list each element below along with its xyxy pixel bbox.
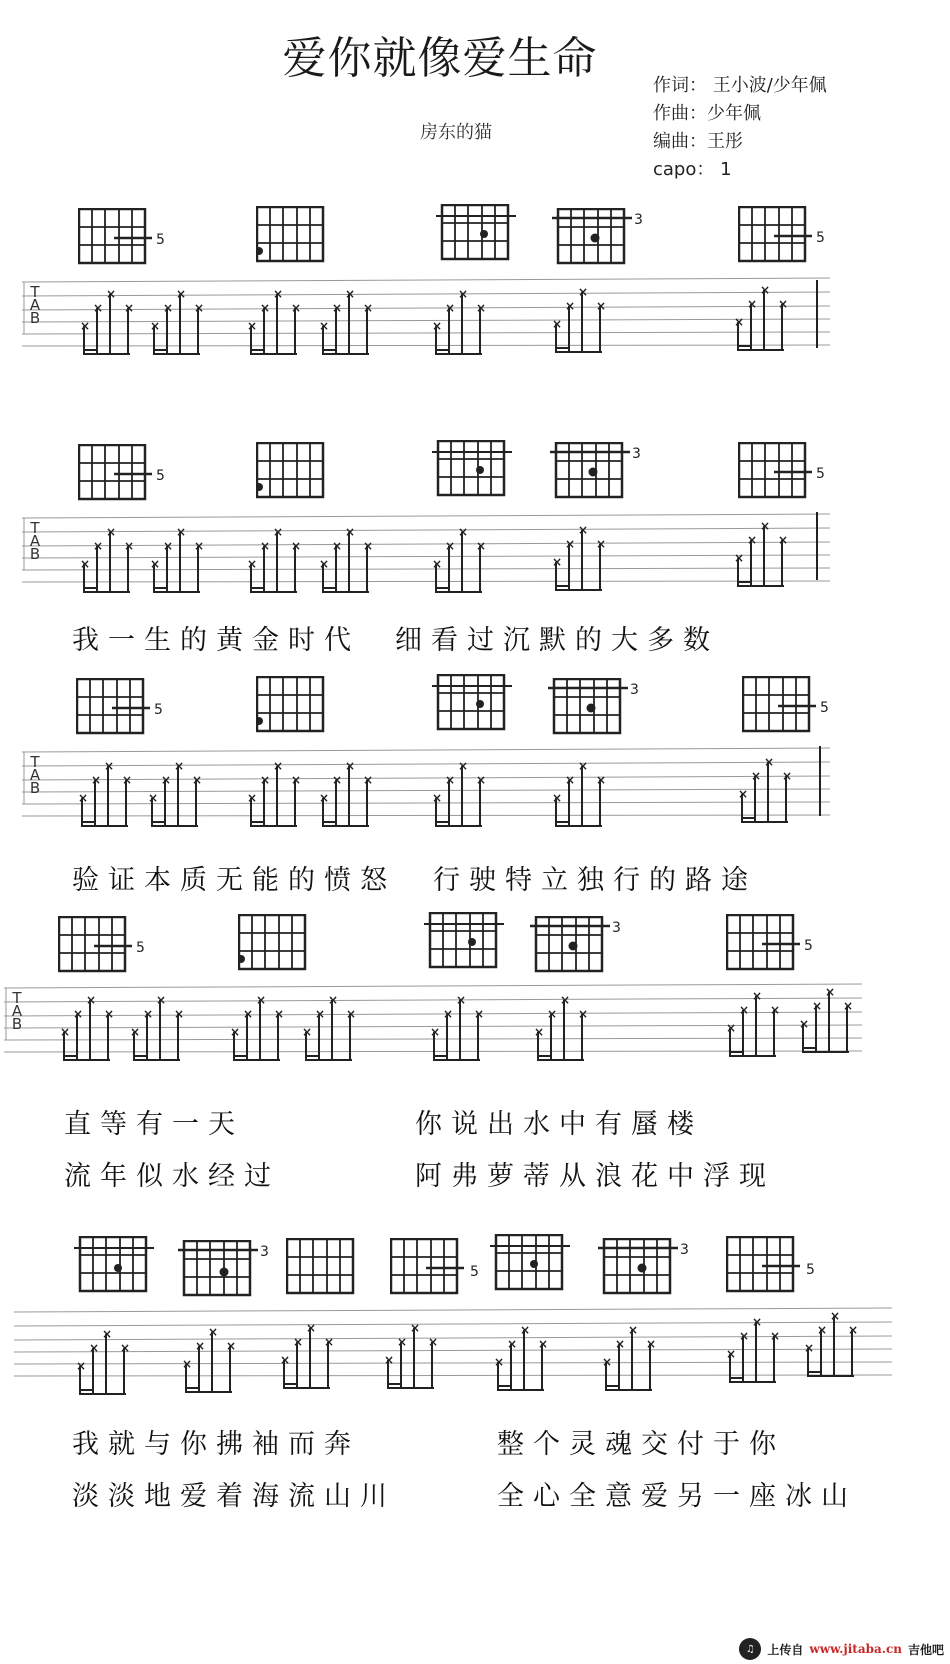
- chord-diagram: [598, 1238, 698, 1298]
- system-1: [0, 200, 950, 370]
- tab-staff: [22, 276, 832, 366]
- composer-credit: 作曲：少年佩: [653, 103, 761, 124]
- tab-clef: T A B: [29, 519, 41, 563]
- chord-diagram: [552, 208, 652, 268]
- svg-text:5: 5: [816, 230, 825, 246]
- tab-clef: T A B: [29, 753, 41, 797]
- lyric-line: 整个灵魂交付于你: [497, 1429, 785, 1460]
- svg-text:5: 5: [470, 1264, 479, 1280]
- site-url[interactable]: www.jitaba.cn: [809, 1642, 902, 1656]
- chord-diagram: [78, 444, 178, 504]
- chord-diagram: [76, 678, 176, 738]
- chord-diagram: [726, 1236, 826, 1296]
- lyric-line: 阿弗萝蒂从浪花中浮现: [415, 1161, 775, 1192]
- chord-diagram: [78, 208, 178, 268]
- chord-diagram: [74, 1236, 164, 1296]
- lyric-line: 验证本质无能的愤怒: [72, 865, 396, 896]
- lyricist-credit: 作词： 王小波/少年佩: [653, 75, 827, 96]
- chord-diagram: [390, 1238, 490, 1298]
- chord-diagram: [238, 914, 318, 974]
- lyric-line: 我一生的黄金时代: [72, 625, 360, 656]
- tab-clef: T A B: [11, 989, 23, 1033]
- chord-diagram: [256, 206, 336, 266]
- system-2: [0, 436, 950, 666]
- svg-text:3: 3: [680, 1242, 689, 1258]
- chord-diagram: [432, 674, 522, 734]
- artist-name: 房东的猫: [420, 122, 492, 143]
- fret-label: 5: [156, 232, 165, 248]
- svg-text:5: 5: [816, 466, 825, 482]
- svg-text:5: 5: [136, 940, 145, 956]
- chord-diagram: [58, 916, 158, 976]
- arranger-credit: 编曲：王彤: [653, 131, 743, 152]
- chord-diagram: [256, 442, 336, 502]
- svg-text:3: 3: [630, 682, 639, 698]
- tab-staff: [4, 982, 864, 1072]
- chord-diagram: [432, 440, 522, 500]
- lyric-line: 全心全意爱另一座冰山: [497, 1481, 857, 1512]
- chord-diagram: [742, 676, 842, 736]
- lyric-line: 我就与你拂袖而奔: [72, 1429, 360, 1460]
- chord-diagram: [738, 206, 838, 266]
- system-5: [0, 1232, 950, 1532]
- lyric-line: 细看过沉默的大多数: [395, 625, 719, 656]
- chord-diagram: [424, 912, 514, 972]
- chord-diagram: [490, 1234, 580, 1294]
- svg-text:3: 3: [634, 212, 643, 228]
- song-title: 爱你就像爱生命: [282, 33, 598, 84]
- lyric-line: 行驶特立独行的路途: [433, 865, 757, 896]
- svg-text:5: 5: [804, 938, 813, 954]
- capo-info: capo： 1: [653, 159, 732, 180]
- credits-block: [653, 72, 827, 184]
- chord-diagram: [286, 1238, 366, 1298]
- tab-staff: [22, 512, 832, 602]
- chord-diagram: [178, 1240, 278, 1300]
- tab-staff: [14, 1306, 894, 1406]
- svg-text:5: 5: [806, 1262, 815, 1278]
- system-3: [0, 672, 950, 902]
- svg-text:5: 5: [820, 700, 829, 716]
- site-name: 吉他吧: [907, 1642, 944, 1657]
- tab-staff: [22, 746, 832, 836]
- svg-text:3: 3: [612, 920, 621, 936]
- svg-text:5: 5: [156, 468, 165, 484]
- chord-diagram: [738, 442, 838, 502]
- svg-text:5: 5: [154, 702, 163, 718]
- svg-text:3: 3: [260, 1244, 269, 1260]
- lyric-line: 淡淡地爱着海流山川: [72, 1481, 396, 1512]
- chord-diagram: [548, 678, 648, 738]
- chord-diagram: [436, 204, 526, 264]
- uploaded-from-label: 上传自: [767, 1642, 804, 1657]
- chord-diagram: [726, 914, 826, 974]
- lyric-line: 你说出水中有蜃楼: [415, 1109, 703, 1140]
- tab-clef: T A B: [29, 283, 41, 327]
- guitar-headstock-icon: ♫: [739, 1638, 761, 1660]
- chord-diagram: [256, 676, 336, 736]
- chord-diagram: [550, 442, 650, 502]
- lyric-line: 直等有一天: [64, 1109, 244, 1140]
- watermark: [739, 1638, 944, 1660]
- lyric-line: 流年似水经过: [64, 1161, 280, 1192]
- chord-diagram: [530, 916, 630, 976]
- system-4: [0, 910, 950, 1200]
- svg-text:3: 3: [632, 446, 641, 462]
